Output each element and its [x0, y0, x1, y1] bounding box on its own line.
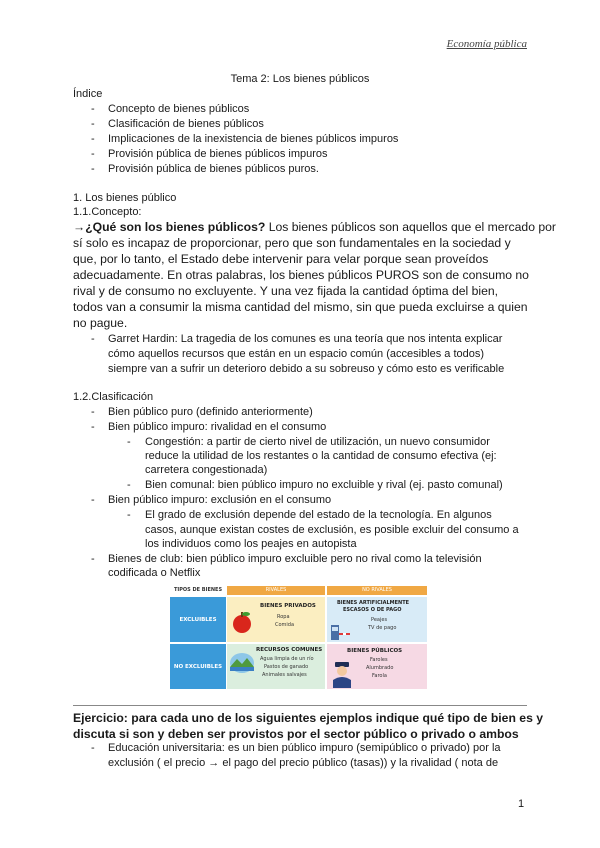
bullet: - — [91, 103, 95, 115]
index-item: Provisión pública de bienes públicos puros. — [108, 163, 319, 175]
cell-bienes-privados — [227, 597, 325, 642]
bullet: - — [91, 494, 95, 506]
index-item: Provisión pública de bienes públicos impuros — [108, 148, 328, 160]
congestion-line: carretera congestionada) — [145, 464, 268, 476]
bullet: - — [91, 148, 95, 160]
goods-types-table — [170, 585, 427, 689]
exclusion-line: los individuos como los peajes en autopista — [145, 538, 357, 550]
toll-booth-icon — [329, 619, 351, 641]
comunes-title: RECURSOS COMUNES — [256, 647, 323, 653]
bullet: - — [127, 479, 131, 491]
horizontal-divider — [73, 705, 527, 706]
bullet: - — [91, 421, 95, 433]
publicos-item: Farola — [372, 673, 387, 679]
column-header-rivales: RIVALES — [227, 586, 325, 595]
hardin-line: Garret Hardin: La tragedia de los comunes es una teoría que nos intenta explicar — [108, 333, 503, 345]
police-officer-icon — [331, 660, 353, 688]
concept-line: no pague. — [73, 316, 128, 330]
congestion-line: reduce la utilidad de los restantes o la cantidad de consumo efectiva (ej: — [145, 450, 497, 462]
exercise-item-line: exclusión ( el precio → el pago del precio público (tasas)) y la rivalidad ( nota de — [108, 757, 499, 769]
bullet: - — [91, 742, 95, 754]
row-header-no-excluibles: NO EXCLUIBLES — [170, 644, 226, 689]
bullet: - — [91, 553, 95, 565]
comunes-item: Animales salvajes — [262, 672, 307, 678]
index-item: Implicaciones de la inexistencia de bienes públicos impuros — [108, 133, 399, 145]
concept-line-rest: Los bienes públicos son aquellos que el mercado por — [265, 220, 556, 234]
cell-bienes-publicos — [327, 644, 427, 689]
artificial-title: ESCASOS O DE PAGO — [343, 607, 402, 613]
hardin-line: siempre van a sufrir un deterioro debido a su sobreuso y cómo esto es verificable — [108, 363, 505, 375]
hardin-line: cómo aquellos recursos que están en un espacio común (accesibles a todos) — [108, 348, 485, 360]
column-header-no-rivales: NO RIVALES — [327, 586, 427, 595]
artificial-item: Peajes — [371, 617, 388, 623]
landscape-icon — [229, 652, 255, 674]
row-header-excluibles: EXCLUIBLES — [170, 597, 226, 642]
exercise-line: Ejercicio: para cada uno de los siguientes ejemplos indique qué tipo de bien es y — [73, 711, 544, 725]
exclusion-line: casos, aunque existan costes de exclusión, es posible excluir del consumo a — [145, 524, 519, 536]
bullet: - — [127, 436, 131, 448]
bullet: - — [91, 133, 95, 145]
classification-item: Bien público impuro: rivalidad en el consumo — [108, 421, 327, 433]
comunes-item: Pastos de ganado — [264, 664, 309, 670]
concept-line: que, por lo tanto, el Estado debe intervenir para velar porque sean proveídos — [73, 252, 489, 266]
club-line: codificada o Netflix — [108, 567, 201, 579]
classification-item: Bien público impuro: exclusión en el consumo — [108, 494, 332, 506]
cell-bienes-artificiales — [327, 597, 427, 642]
section-heading: 1. Los bienes público — [73, 192, 177, 204]
bullet: - — [91, 118, 95, 130]
publicos-item: Faroles — [370, 657, 388, 663]
concept-line — [73, 219, 556, 235]
classification-item: Bien público puro (definido anteriormente) — [108, 406, 313, 418]
bullet: - — [127, 509, 131, 521]
privados-item: Ropa — [277, 614, 290, 620]
artificial-title: BIENES ARTIFICIALMENTE — [337, 600, 410, 606]
exclusion-line: El grado de exclusión depende del estado de la tecnología. En algunos — [145, 509, 492, 521]
bullet: - — [91, 406, 95, 418]
page-number: 1 — [518, 798, 525, 810]
privados-title: BIENES PRIVADOS — [260, 603, 316, 609]
index-item: Clasificación de bienes públicos — [108, 118, 264, 130]
bullet: - — [91, 333, 95, 345]
subsection-heading: 1.2.Clasificación — [73, 391, 154, 403]
comunal-line: Bien comunal: bien público impuro no excluible y rival (ej. pasto comunal) — [145, 479, 503, 491]
artificial-item: TV de pago — [368, 625, 397, 631]
cell-recursos-comunes — [227, 644, 325, 689]
congestion-line: Congestión: a partir de cierto nivel de utilización, un nuevo consumidor — [145, 436, 490, 448]
exercise-item-line: Educación universitaria: es un bien público impuro (semipúblico o privado) por la — [108, 742, 501, 754]
subsection-heading: 1.1.Concepto: — [73, 206, 142, 218]
comunes-item: Agua limpia de un río — [260, 656, 314, 662]
privados-item: Comida — [275, 622, 295, 628]
apple-icon — [230, 610, 254, 634]
concept-line: sí solo es incapaz de proporcionar, pero que son fundamentales en la sociedad y — [73, 236, 511, 250]
index-title: Índice — [73, 88, 103, 100]
concept-question: →¿Qué son los bienes públicos? — [73, 220, 266, 234]
table-corner-label: TIPOS DE BIENES — [173, 587, 223, 593]
index-item: Concepto de bienes públicos — [108, 103, 250, 115]
concept-line: adecuadamente. En otras palabras, los bienes públicos PUROS son de consumo no — [73, 268, 529, 282]
bullet: - — [91, 163, 95, 175]
concept-line: rival y de consumo no excluyente. Y una vez fijada la cantidad óptima del bien, — [73, 284, 499, 298]
publicos-title: BIENES PÚBLICOS — [347, 648, 403, 654]
publicos-item: Alumbrado — [366, 665, 394, 671]
concept-line: todos van a consumir la misma cantidad del mismo, sin que pueda excluirse a quien — [73, 300, 528, 314]
club-line: Bienes de club: bien público impuro excluible pero no rival como la televisión — [108, 553, 482, 565]
running-header: Economía pública — [446, 38, 527, 50]
exercise-line: discuta si son y deben ser provistos por el sector público o privado o ambos — [73, 727, 519, 741]
page-title: Tema 2: Los bienes públicos — [230, 73, 370, 85]
